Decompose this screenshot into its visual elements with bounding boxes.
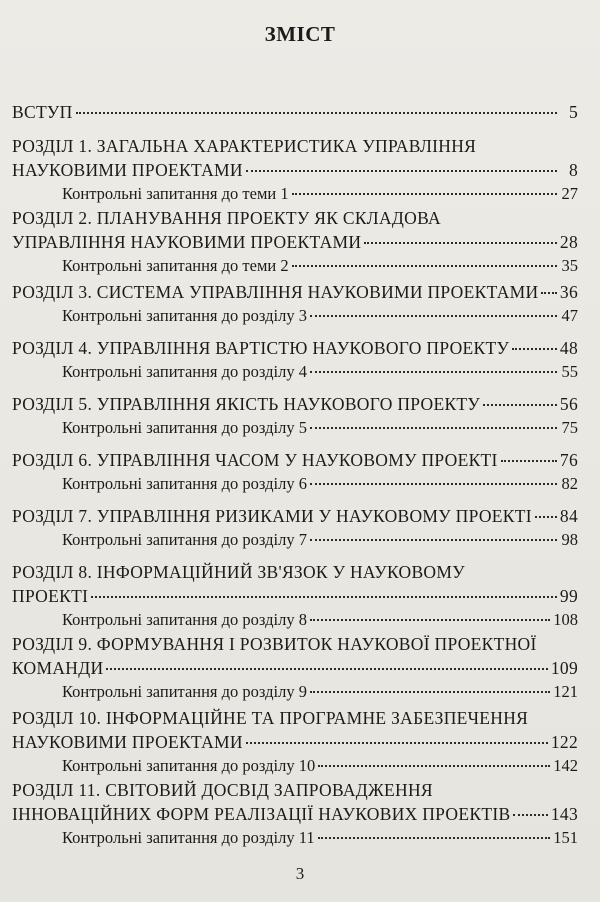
toc-heading-line — [12, 100, 578, 124]
toc-heading-line — [12, 504, 578, 528]
toc-heading-line — [12, 706, 578, 730]
toc-subentry-page-number: 82 — [561, 474, 578, 493]
toc-entry — [12, 336, 578, 384]
toc-subentry-text: Контрольні запитання до теми 2 — [62, 256, 289, 275]
toc-heading-line — [12, 206, 578, 230]
dot-leader — [483, 404, 557, 406]
toc-subentry-text: Контрольні запитання до розділу 4 — [62, 362, 307, 381]
toc-heading-text: РОЗДІЛ 9. ФОРМУВАННЯ І РОЗВИТОК НАУКОВОЇ ПРОЕКТНОЇ — [12, 634, 537, 654]
toc-page-number: 99 — [559, 586, 578, 606]
toc-heading-line — [12, 336, 578, 360]
toc-heading-line — [12, 632, 578, 656]
toc-heading-text: РОЗДІЛ 1. ЗАГАЛЬНА ХАРАКТЕРИСТИКА УПРАВЛІННЯ — [12, 136, 477, 156]
toc-entry — [12, 706, 578, 778]
toc-subentry-page-number: 75 — [561, 418, 578, 437]
toc-page-number: 28 — [559, 232, 578, 252]
toc-subentry-text: Контрольні запитання до розділу 7 — [62, 530, 307, 549]
toc-subentry — [12, 360, 578, 384]
toc-subentry — [12, 182, 578, 206]
toc-heading-text: ПРОЕКТІ — [12, 586, 89, 606]
toc-entry — [12, 134, 578, 206]
dot-leader — [310, 483, 557, 485]
dot-leader — [541, 292, 556, 294]
toc-heading-line — [12, 584, 578, 608]
toc-entry — [12, 206, 578, 278]
toc-subentry-page-number: 121 — [553, 682, 578, 701]
dot-leader — [246, 170, 557, 172]
toc-heading-line — [12, 392, 578, 416]
toc-entry — [12, 392, 578, 440]
dot-leader — [513, 814, 547, 816]
dot-leader — [310, 427, 557, 429]
toc-entry — [12, 504, 578, 552]
toc-subentry-text: Контрольні запитання до розділу 3 — [62, 306, 307, 325]
toc-subentry-page-number: 142 — [553, 756, 578, 775]
dot-leader — [310, 691, 550, 693]
toc-heading-text: РОЗДІЛ 8. ІНФОРМАЦІЙНИЙ ЗВ'ЯЗОК У НАУКОВОМУ — [12, 562, 465, 582]
toc-subentry — [12, 608, 578, 632]
toc-subentry-page-number: 55 — [561, 362, 578, 381]
toc-heading-text: РОЗДІЛ 3. СИСТЕМА УПРАВЛІННЯ НАУКОВИМИ ПРОЕКТАМИ — [12, 282, 539, 302]
dot-leader — [535, 516, 557, 518]
toc-subentry — [12, 254, 578, 278]
toc-page-number: 36 — [559, 282, 578, 302]
toc-subentry — [12, 304, 578, 328]
toc-heading-line — [12, 230, 578, 254]
toc-heading-text: РОЗДІЛ 6. УПРАВЛІННЯ ЧАСОМ У НАУКОВОМУ ПРОЕКТІ — [12, 450, 498, 470]
page-number: 3 — [295, 864, 305, 883]
toc-heading-line — [12, 158, 578, 182]
toc-subentry-page-number: 35 — [561, 256, 578, 275]
toc-entry — [12, 632, 578, 704]
page-title: ЗМІСТ — [264, 22, 336, 46]
dot-leader — [106, 668, 547, 670]
toc-subentry-text: Контрольні запитання до теми 1 — [62, 184, 289, 203]
toc-heading-line — [12, 730, 578, 754]
dot-leader — [310, 315, 557, 317]
toc-subentry — [12, 472, 578, 496]
toc-heading-text: НАУКОВИМИ ПРОЕКТАМИ — [12, 732, 243, 752]
toc-subentry-page-number: 151 — [553, 828, 578, 847]
toc-heading-text: РОЗДІЛ 7. УПРАВЛІННЯ РИЗИКАМИ У НАУКОВОМУ ПРОЕКТІ — [12, 506, 532, 526]
dot-leader — [512, 348, 557, 350]
toc-heading-line — [12, 134, 578, 158]
toc-page-number: 143 — [550, 804, 578, 824]
toc-subentry-text: Контрольні запитання до розділу 11 — [62, 828, 315, 847]
dot-leader — [76, 112, 557, 114]
toc-page-number: 109 — [550, 658, 578, 678]
toc-heading-text: РОЗДІЛ 10. ІНФОРМАЦІЙНЕ ТА ПРОГРАМНЕ ЗАБЕЗПЕЧЕННЯ — [12, 708, 529, 728]
toc-heading-text: РОЗДІЛ 2. ПЛАНУВАННЯ ПРОЕКТУ ЯК СКЛАДОВА — [12, 208, 441, 228]
dot-leader — [364, 242, 557, 244]
toc-heading-line — [12, 656, 578, 680]
toc-subentry-text: Контрольні запитання до розділу 5 — [62, 418, 307, 437]
toc-page-number: 48 — [559, 338, 578, 358]
toc-subentry — [12, 416, 578, 440]
toc-entry — [12, 560, 578, 632]
toc-subentry — [12, 826, 578, 850]
toc-heading-text: УПРАВЛІННЯ НАУКОВИМИ ПРОЕКТАМИ — [12, 232, 362, 252]
dot-leader — [310, 539, 557, 541]
toc-heading-text: РОЗДІЛ 5. УПРАВЛІННЯ ЯКІСТЬ НАУКОВОГО ПРОЕКТУ — [12, 394, 481, 414]
dot-leader — [310, 371, 557, 373]
toc-heading-text: НАУКОВИМИ ПРОЕКТАМИ — [12, 160, 243, 180]
toc-subentry — [12, 528, 578, 552]
toc-subentry — [12, 754, 578, 778]
toc-heading-line — [12, 280, 578, 304]
toc-page-number: 122 — [550, 732, 578, 752]
toc-heading-text: ІННОВАЦІЙНИХ ФОРМ РЕАЛІЗАЦІЇ НАУКОВИХ ПРОЕКТІВ — [12, 804, 511, 824]
toc-subentry-page-number: 108 — [553, 610, 578, 629]
dot-leader — [310, 619, 550, 621]
toc-subentry-text: Контрольні запитання до розділу 10 — [62, 756, 316, 775]
toc-heading-text: РОЗДІЛ 11. СВІТОВИЙ ДОСВІД ЗАПРОВАДЖЕННЯ — [12, 780, 433, 800]
toc-heading-line — [12, 448, 578, 472]
toc-page-number: 8 — [568, 160, 578, 180]
toc-entry — [12, 448, 578, 496]
toc-page-number: 76 — [559, 450, 578, 470]
toc-page-number: 5 — [568, 102, 578, 122]
toc-subentry — [12, 680, 578, 704]
toc-subentry-text: Контрольні запитання до розділу 9 — [62, 682, 307, 701]
toc-heading-text: КОМАНДИ — [12, 658, 104, 678]
dot-leader — [292, 193, 557, 195]
toc-heading-text: ВСТУП — [12, 102, 73, 122]
toc-page-number: 56 — [559, 394, 578, 414]
toc-heading-line — [12, 802, 578, 826]
dot-leader — [501, 460, 557, 462]
toc-subentry-page-number: 47 — [561, 306, 578, 325]
dot-leader — [91, 596, 557, 598]
toc-entry — [12, 280, 578, 328]
toc-heading-line — [12, 778, 578, 802]
dot-leader — [318, 837, 551, 839]
toc-subentry-text: Контрольні запитання до розділу 6 — [62, 474, 307, 493]
dot-leader — [292, 265, 557, 267]
dot-leader — [318, 765, 550, 767]
toc-subentry-page-number: 27 — [561, 184, 578, 203]
toc-subentry-text: Контрольні запитання до розділу 8 — [62, 610, 307, 629]
toc-entry — [12, 778, 578, 850]
dot-leader — [246, 742, 548, 744]
toc-subentry-page-number: 98 — [561, 530, 578, 549]
toc-heading-text: РОЗДІЛ 4. УПРАВЛІННЯ ВАРТІСТЮ НАУКОВОГО ПРОЕКТУ — [12, 338, 510, 358]
toc-heading-line — [12, 560, 578, 584]
toc-entry — [12, 100, 578, 124]
toc-page-number: 84 — [559, 506, 578, 526]
